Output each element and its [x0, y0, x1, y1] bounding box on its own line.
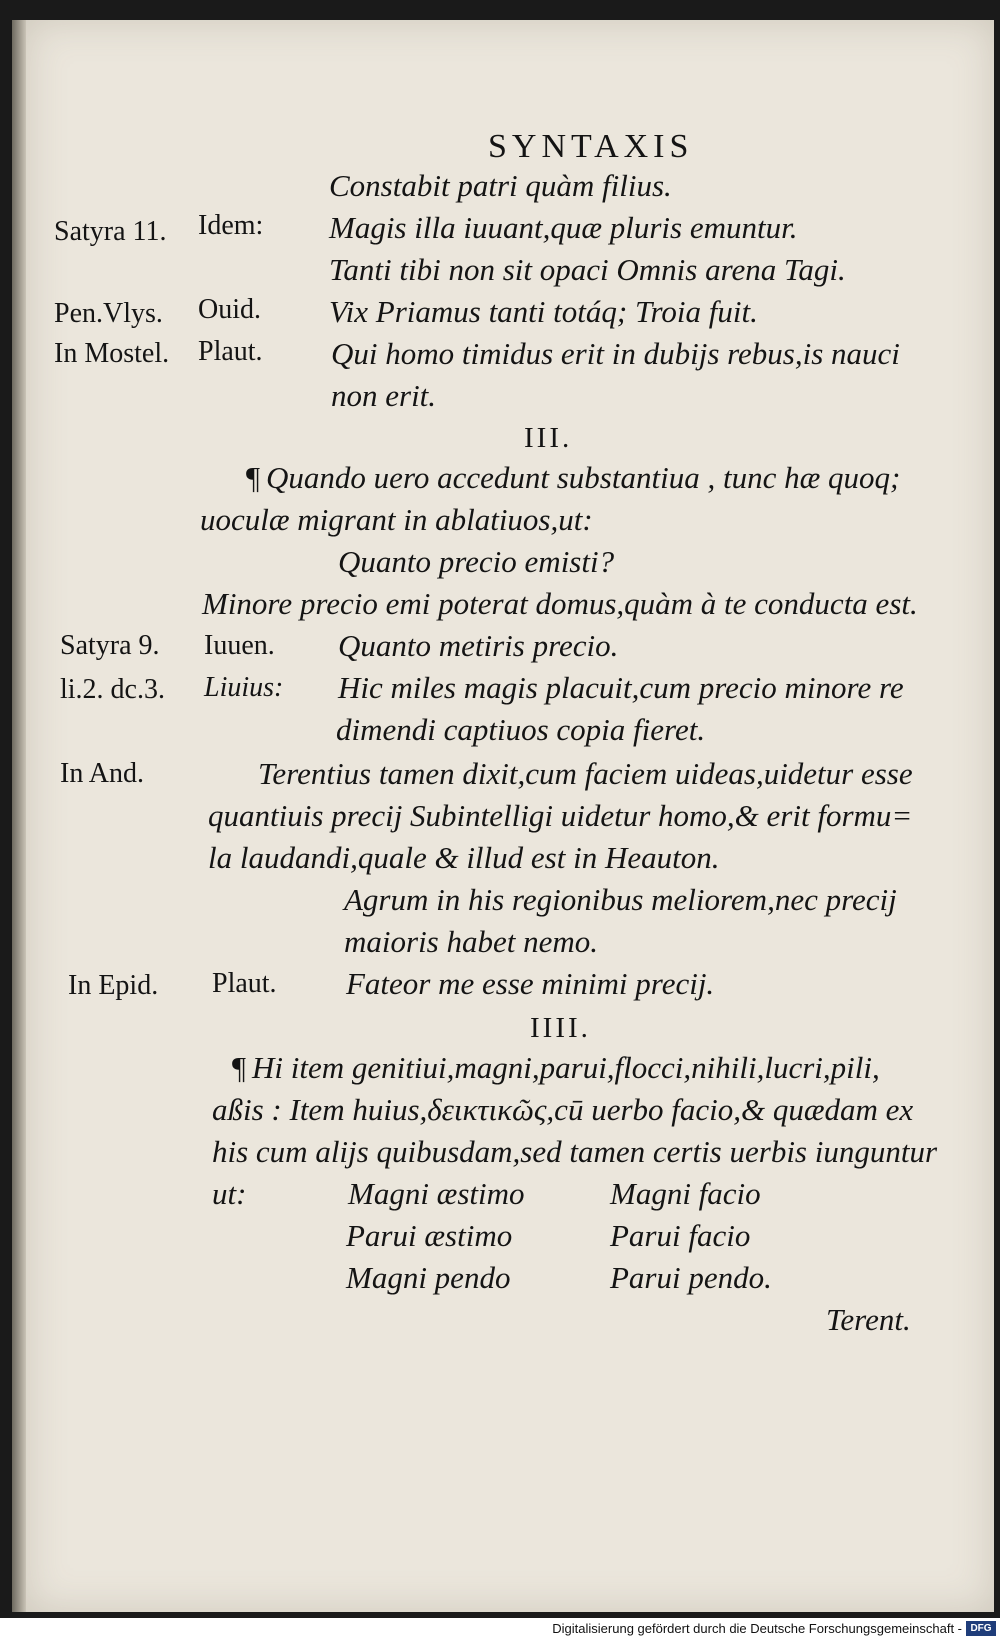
author-label: Liuius: [204, 672, 284, 703]
pilcrow-icon: ¶ [232, 1050, 247, 1085]
paragraph-text: Hi item genitiui,magni,parui,flocci,nihili,lucri,pili, [252, 1050, 880, 1085]
paragraph-line [232, 1050, 880, 1086]
table-cell: Parui pendo. [610, 1260, 772, 1295]
quote-line: non erit. [331, 378, 437, 413]
pilcrow-icon: ¶ [246, 460, 261, 495]
table-cell: Magni pendo [346, 1260, 511, 1295]
footer-bar [0, 1618, 1000, 1641]
margin-note: Satyra 11. [54, 216, 167, 247]
table-cell: Magni æstimo [348, 1176, 525, 1211]
example-line: dimendi captiuos copia fieret. [336, 712, 706, 747]
author-label: Plaut. [212, 968, 277, 999]
table-cell: Parui facio [610, 1218, 751, 1253]
example-line: Minore precio emi poterat domus,quàm à te conducta est. [202, 586, 918, 621]
margin-note: In Mostel. [54, 338, 170, 369]
section-numeral: III. [524, 422, 573, 454]
margin-note: In And. [60, 758, 144, 789]
quote-line: Tanti tibi non sit opaci Omnis arena Tagi. [329, 252, 846, 287]
book-page [26, 20, 994, 1612]
author-label: Plaut. [198, 336, 263, 367]
quote-line: Vix Priamus tanti totáq; Troia fuit. [329, 294, 758, 329]
margin-note: In Epid. [68, 970, 159, 1001]
paragraph-text: Quando uero accedunt substantiua , tunc hæ quoq; [266, 460, 901, 495]
page-title: SYNTAXIS [488, 128, 694, 165]
margin-note: li.2. dc.3. [60, 674, 165, 705]
author-label: Ouid. [198, 294, 261, 325]
paragraph-line: quantiuis precij Subintelligi uidetur homo,& erit formu= [208, 798, 913, 833]
catchword: Terent. [826, 1302, 911, 1337]
paragraph-line: his cum alijs quibusdam,sed tamen certis uerbis iunguntur [212, 1134, 938, 1169]
dfg-logo-icon: DFG [966, 1621, 996, 1636]
quote-line: Constabit patri quàm filius. [329, 168, 672, 203]
author-label: Idem: [198, 210, 264, 241]
paragraph-line [246, 460, 900, 496]
example-line: Fateor me esse minimi precij. [346, 966, 715, 1001]
example-intro: ut: [212, 1176, 247, 1211]
example-line: Quanto metiris precio. [338, 628, 619, 663]
paragraph-line: aßis : Item huius,δεικτικῶς,cū uerbo facio,& quædam ex [212, 1092, 914, 1127]
quote-line: Qui homo timidus erit in dubijs rebus,is nauci [331, 336, 900, 371]
author-label: Iuuen. [204, 630, 275, 661]
quote-line: Magis illa iuuant,quæ pluris emuntur. [329, 210, 798, 245]
paragraph-line: uoculæ migrant in ablatiuos,ut: [200, 502, 593, 537]
paragraph-line: la laudandi,quale & illud est in Heauton. [208, 840, 720, 875]
example-line: maioris habet nemo. [344, 924, 599, 959]
footer-credit: Digitalisierung gefördert durch die Deutsche Forschungsgemeinschaft - [552, 1621, 962, 1636]
example-line: Quanto precio emisti? [338, 544, 615, 579]
example-line: Hic miles magis placuit,cum precio minore re [338, 670, 904, 705]
margin-note: Pen.Vlys. [54, 298, 163, 329]
table-cell: Parui æstimo [346, 1218, 513, 1253]
book-gutter-edge [12, 20, 26, 1612]
margin-note: Satyra 9. [60, 630, 160, 661]
example-line: Agrum in his regionibus meliorem,nec precij [344, 882, 897, 917]
paragraph-line: Terentius tamen dixit,cum faciem uideas,uidetur esse [258, 756, 913, 791]
section-numeral: IIII. [530, 1012, 591, 1044]
table-cell: Magni facio [610, 1176, 761, 1211]
